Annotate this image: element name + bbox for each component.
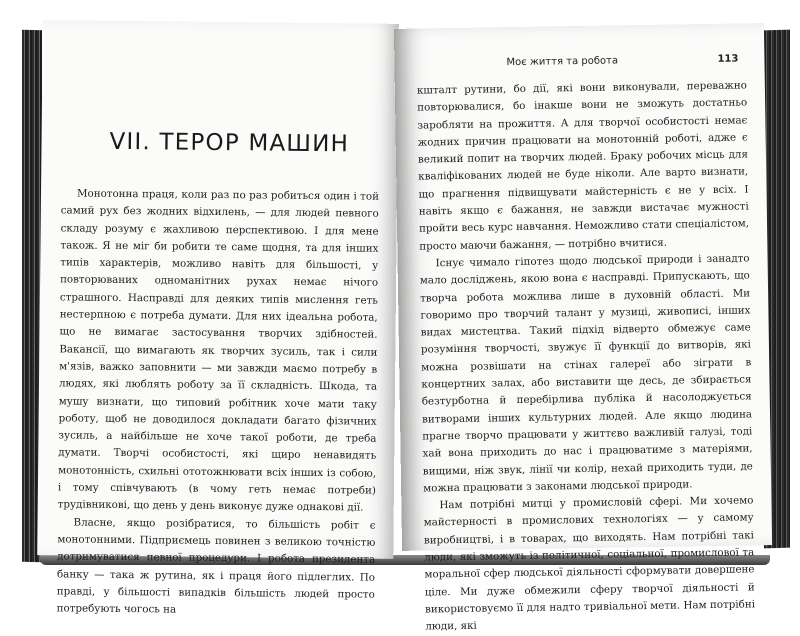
running-head: Моє життя та робота xyxy=(506,55,619,69)
paragraph: кшталт рутини, бо дії, які вони виконували, переважно повторювалися, бо інакше вони не зможуть достатньо заробляти на прожиття. А для творчої особистості немає жодних причин працювати на монотонній роботі, адже є великий попит на творчих людей. Браку робочих місць для кваліфікованих людей не буде ніколи. Але варто визнати, що прагнення підвищувати майстерність є не у всіх. І навіть якщо є бажання, не завжди вистачає мужності пройти весь курс навчання. Неможливо стати спеціалістом, просто маючи бажання, — потрібно вчитися. xyxy=(416,79,750,253)
right-page-body xyxy=(417,77,756,636)
paragraph: Власне, якщо розібратися, то більшість робіт є монотонними. Підприємець повинен з великою точністю дотримуватися певної процедури. І робота президента банку — така ж рутина, як і праця його підлеглих. По правді, у більшості випадків більшість людей просто потребують чогось на xyxy=(56,516,376,616)
paragraph: Монотонна праця, коли раз по раз робиться один і той самий рух без жодних відхилень, — для людей певного складу розуму є жахливою перспективою. І для мене також. Я не міг би робити те саме щодня, та для інших типів характерів, можливо навіть для більшості, у повторюваних одноманітних рухах немає нічого страшного. Насправді для деяких типів мислення геть нестерпною є потреба думати. Для них ідеальна робота, що не вимагає застосування творчих здібностей. Вакансії, що вимагають як творчих зусиль, так і сили м'язів, важко заповнити — ми завжди маємо потребу в людях, які люблять роботу за її складність. Шкода, та мушу визнати, що типовий робітник хоче мати таку роботу, щоб не доводилося докладати багато фізичних зусиль, а найбільше не хоче такої роботи, де треба думати. Творчі особистості, які щиро ненавидять монотонність, схильні ототожнювати всіх інших із собою, і тому співчувають (в чому геть немає потреби) трудівникові, що день у день виконує дуже однакові дії. xyxy=(57,187,380,514)
page-number: 113 xyxy=(717,53,739,65)
left-page xyxy=(37,20,399,616)
left-page-body xyxy=(57,185,380,621)
right-page xyxy=(394,23,772,633)
paragraph: Нам потрібні митці у промисловій сфері. Ми хочемо майстерності в промислових технологіях — у самому виробництві, і в товарах, що виходять. Нам потрібні такі люди, які зможуть із політичної, соціальної, промислової та моральної сфер людської діяльності сформувати довершене ціле. Ми дуже обмежили сферу творчої діяльності й використовуємо її для надто тривіальної мети. Нам потрібні люди, які xyxy=(423,494,756,633)
paragraph: Існує чимало гіпотез щодо людської природи і занадто мало досліджень, якою вона є насправді. Припускають, що творча робота можлива лише в духовній області. Ми говоримо про творчий талант у музиці, живописі, інших видах мистецтва. Такий підхід відверто обмежує саме розуміння творчості, звужує її функції до витворів, які можна розвішати на стінах галереї або зіграти в концертних залах, або виставити ще десь, де збирається безтурботна й перебірлива публіка й насолоджується витворами інших культурних людей. Але якщо людина прагне творчо працювати у життєво важливій галузі, тоді хай вона приходить до нас і працюватиме з матеріями, вищими, ніж звук, лінії чи колір, нехай приходить туди, де можна працювати з законами людської природи. xyxy=(419,252,753,495)
chapter-title: VII. ТЕРОР МАШИН xyxy=(109,128,350,158)
